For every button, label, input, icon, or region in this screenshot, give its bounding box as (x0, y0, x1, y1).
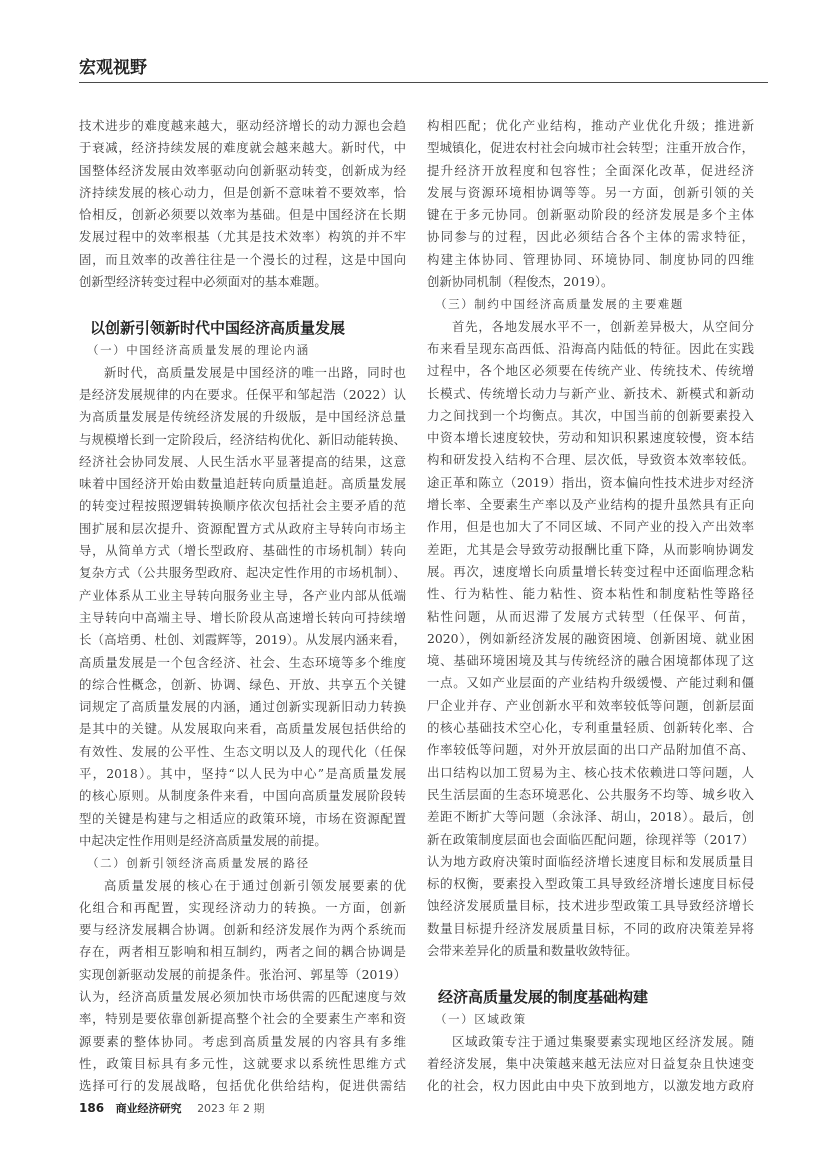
text-line: 与规模增长到一定阶段后，经济结构优化、新旧动能转换、 (79, 431, 406, 447)
text-line: 平，2018）。其中，坚持“以人民为中心”是高质量发展 (79, 766, 406, 782)
text-line: 词规定了高质量发展的内涵，通过创新实现新旧动力转换 (79, 699, 406, 715)
text-line: 技术进步的难度越来越大，驱动经济增长的动力源也会趋 (79, 118, 406, 133)
text-line: 键在于多元协同。创新驱动阶段的经济发展是多个主体 (427, 207, 754, 223)
main-difficulties-paragraph (427, 316, 754, 963)
text-line: 蚀经济发展质量目标，技术进步型政策工具导致经济增长 (427, 898, 754, 914)
text-line: 长模式、传统增长动力与新产业、新技术、新模式和新动 (427, 385, 754, 401)
text-line: 作率较低等问题，对外开放层面的出口产品附加值不高、 (427, 742, 754, 758)
text-line: 复杂方式（公共服务型政府、起决定性作用的市场机制）、 (79, 565, 406, 581)
text-line: 增长率、全要素生产率以及产业结构的提升虽然具有正向 (427, 497, 754, 513)
right-column (427, 115, 754, 1097)
text-line: 2020），例如新经济发展的融资困境、创新困境、就业困 (427, 630, 754, 646)
text-line: 济持续发展的核心动力，但是创新不意味着不要效率，恰 (79, 184, 406, 200)
subsection-heading-theoretical-connotation: （一）中国经济高质量发展的理论内涵 (87, 343, 310, 358)
text-line: 有效性、发展的公平性、生态文明以及人的现代化（任保 (79, 743, 406, 759)
innovation-path-paragraph (79, 875, 406, 1098)
text-line: 构和研发投入结构不合理、层次低，导致资本效率较低。 (427, 452, 754, 468)
text-line: 经济社会协同发展、人民生活水平显著提高的结果，这意 (79, 453, 406, 469)
text-line: 粘性问题，从而迟滞了发展方式转型（任保平、何苗， (427, 608, 754, 624)
text-line: 境、基础环境困境及其与传统经济的融合困境都体现了这 (427, 653, 754, 669)
text-line: 首先，各地发展水平不一，创新差异极大，从空间分 (452, 318, 754, 334)
text-line: 过程中，各个地区必须要在传统产业、传统技术、传统增 (427, 363, 754, 379)
text-line: 协同参与的过程，因此必须结合各个主体的需求特征， (427, 229, 754, 245)
text-line: 为高质量发展是传统经济发展的升级版，是中国经济总量 (79, 409, 406, 425)
text-line: 创新协同机制（程俊杰，2019）。 (427, 274, 614, 290)
text-line: 选择可行的发展战略，包括优化供给结构，促进供需结 (79, 1078, 406, 1094)
subsection-heading-main-difficulties: （三）制约中国经济高质量发展的主要难题 (435, 297, 684, 312)
text-line: 于衰减，经济持续发展的难度就会越来越大。新时代，中 (79, 140, 406, 156)
header-divider (79, 82, 768, 83)
text-line: 的转变过程按照逻辑转换顺序依次包括社会主要矛盾的范 (79, 498, 406, 514)
text-line: 数量目标提升经济发展质量目标，不同的政府决策差异将 (427, 920, 754, 936)
section-gap (79, 293, 406, 317)
text-line: 标的权衡，要素投入型政策工具导致经济增长速度目标侵 (427, 876, 754, 892)
text-line: 是其中的关键。从发展取向来看，高质量发展包括供给的 (79, 721, 406, 737)
text-line: 的核心原则。从制度条件来看，中国向高质量发展阶段转 (79, 788, 406, 804)
text-line: 存在，两者相互影响和相互制约，两者之间的耦合协调是 (79, 944, 406, 960)
text-line: 性，政策目标具有多元性，这就要求以系统性思维方式 (79, 1055, 406, 1071)
text-line: 恰相反，创新必须要以效率为基础。但是中国经济在长期 (79, 207, 406, 223)
text-line: 味着中国经济开始由数量追赶转向质量追赶。高质量发展 (79, 476, 406, 492)
text-line: 发展过程中的效率根基（尤其是技术效率）构筑的并不牢 (79, 229, 406, 245)
page-number: 186 (79, 1101, 105, 1115)
text-line: 认为地方政府决策时面临经济增长速度目标和发展质量目 (427, 853, 754, 869)
text-line: 要与经济发展耦合协调。创新和经济发展作为两个系统而 (79, 922, 406, 938)
text-line: 途正革和陈立（2019）指出，资本偏向性技术进步对经济 (427, 474, 754, 490)
section-heading-innovation-led-development: 以创新引领新时代中国经济高质量发展 (90, 319, 346, 338)
text-line: 创新型经济转变过程中必须面对的基本难题。 (79, 274, 327, 290)
text-line: 性、行为粘性、能力粘性、资本粘性和制度粘性等路径 (427, 586, 754, 602)
text-line: 导，从简单方式（增长型政府、基础性的市场机制）转向 (79, 543, 406, 559)
column-section-title: 宏观视野 (79, 58, 147, 78)
text-line: 出口结构以加工贸易为主、核心技术依赖进口等问题，人 (427, 764, 754, 780)
text-line: 的核心基础技术空心化，专利重量轻质、创新转化率、合 (427, 720, 754, 736)
left-column (79, 115, 406, 1097)
issue-label: 2023 年 2 期 (197, 1102, 265, 1115)
text-line: 发展与资源环境相协调等等。另一方面，创新引领的关 (427, 184, 754, 200)
theoretical-connotation-paragraph (79, 362, 406, 853)
text-line: 展。再次，速度增长向质量增长转变过程中还面临理念粘 (427, 563, 754, 579)
text-line: 型的关键是构建与之相适应的政策环境，市场在资源配置 (79, 810, 406, 826)
regional-policy-paragraph (427, 1031, 754, 1098)
text-line: 高质量发展是一个包含经济、社会、生态环境等多个维度 (79, 654, 406, 670)
text-line: 中资本增长速度较快，劳动和知识积累速度较慢，资本结 (427, 430, 754, 446)
text-line: 差距不断扩大等问题（余泳泽、胡山，2018）。最后，创 (427, 809, 754, 825)
section-gap (427, 962, 754, 986)
text-line: 高质量发展的核心在于通过创新引领发展要素的优 (104, 877, 406, 893)
text-line: 着经济发展，集中决策越来越无法应对日益复杂且快速变 (427, 1055, 754, 1071)
text-line: 实现创新驱动发展的前提条件。张治河、郭星等（2019） (79, 966, 406, 982)
text-line: 固，而且效率的改善往往是一个漫长的过程，这是中国向 (79, 251, 406, 267)
text-line: 长（高培勇、杜创、刘霞辉等，2019）。从发展内涵来看， (79, 632, 406, 648)
text-line: 力之间找到一个均衡点。其次，中国当前的创新要素投入 (427, 407, 754, 423)
text-line: 提升经济开放程度和包容性；全面深化改革，促进经济 (427, 162, 754, 178)
text-line: 源要素的整体协同。考虑到高质量发展的内容具有多维 (79, 1033, 406, 1049)
text-line: 的综合性概念，创新、协调、绿色、开放、共享五个关键 (79, 676, 406, 692)
text-line: 区域政策专注于通过集聚要素实现地区经济发展。随 (452, 1033, 754, 1049)
text-line: 差距，尤其是会导致劳动报酬比重下降，从而影响协调发 (427, 541, 754, 557)
text-line: 构建主体协同、管理协同、环境协同、制度协同的四维 (427, 251, 754, 267)
text-line: 国整体经济发展由效率驱动向创新驱动转变，创新成为经 (79, 162, 406, 178)
text-line: 产业体系从工业主导转向服务业主导，各产业内部从低端 (79, 587, 406, 603)
intro-paragraph (79, 115, 406, 293)
text-line: 认为，经济高质量发展必须加快市场供需的匹配速度与效 (79, 988, 406, 1004)
subsection-heading-innovation-path: （二）创新引领经济高质量发展的路径 (87, 856, 310, 871)
text-line: 布来看呈现东高西低、沿海高内陆低的特征。因此在实践 (427, 340, 754, 356)
text-line: 尸企业并存、产业创新水平和效率较低等问题，创新层面 (427, 697, 754, 713)
text-line: 民生活层面的生态环境恶化、公共服务不均等、城乡收入 (427, 786, 754, 802)
journal-name: 商业经济研究 (115, 1102, 182, 1115)
section-heading-institutional-foundation: 经济高质量发展的制度基础构建 (438, 988, 649, 1007)
text-line: 主导转向中高端主导、增长阶段从高速增长转向可持续增 (79, 609, 406, 625)
innovation-path-continued-paragraph (427, 115, 754, 293)
text-line: 作用，但是也加大了不同区域、不同产业的投入产出效率 (427, 519, 754, 535)
text-line: 率，特别是要依靠创新提高整个社会的全要素生产率和资 (79, 1011, 406, 1027)
page-footer (79, 1100, 265, 1116)
text-line: 一点。又如产业层面的产业结构升级缓慢、产能过剩和僵 (427, 675, 754, 691)
text-line: 新时代，高质量发展是中国经济的唯一出路，同时也 (104, 364, 406, 380)
text-line: 中起决定性作用则是经济高质量发展的前提。 (79, 832, 327, 848)
text-line: 化组合和再配置，实现经济动力的转换。一方面，创新 (79, 899, 406, 915)
text-line: 构相匹配；优化产业结构，推动产业优化升级；推进新 (427, 118, 754, 133)
subsection-heading-regional-policy: （一）区域政策 (435, 1012, 527, 1027)
text-line: 围扩展和层次提升、资源配置方式从政府主导转向市场主 (79, 520, 406, 536)
text-line: 化的社会，权力因此由中央下放到地方，以激发地方政府 (427, 1078, 754, 1094)
text-line: 新在政策制度层面也会面临匹配问题，徐现祥等（2017） (427, 831, 754, 847)
text-line: 型城镇化，促进农村社会向城市社会转型；注重开放合作， (427, 140, 754, 156)
text-line: 是经济发展规律的内在要求。任保平和邹起浩（2022）认 (79, 386, 406, 402)
text-line: 会带来差异化的质量和数量收敛特征。 (427, 942, 638, 958)
running-header (79, 58, 769, 78)
